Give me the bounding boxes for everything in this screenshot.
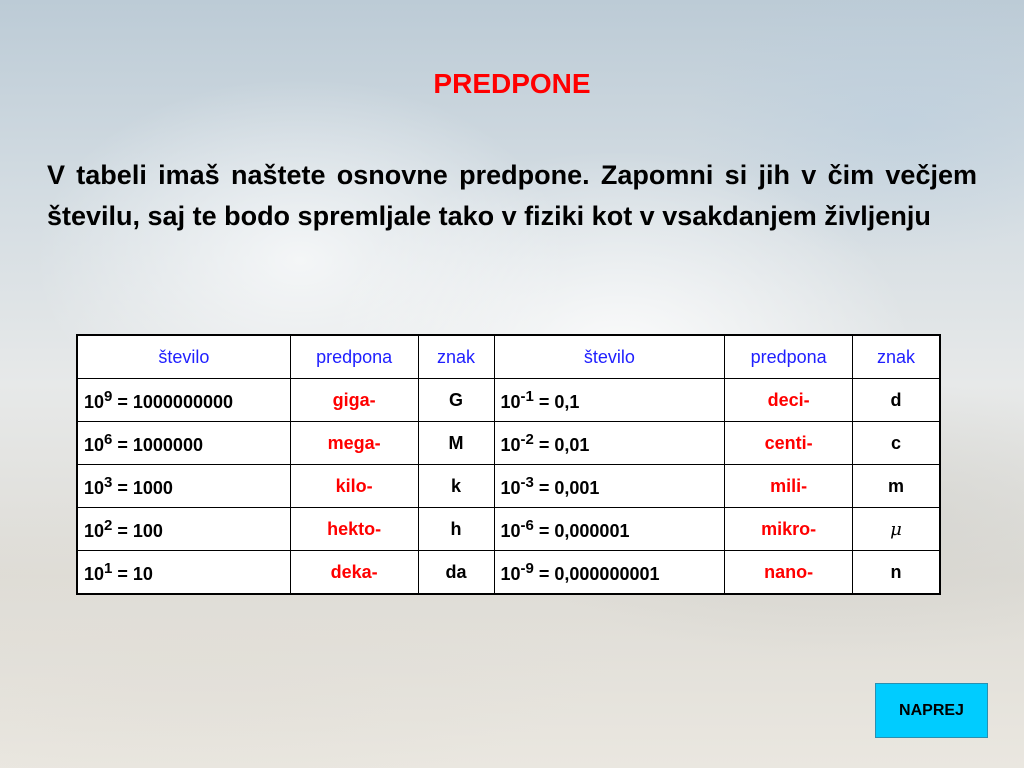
symbol-cell: h: [418, 508, 494, 551]
prefix-cell: giga-: [290, 379, 418, 422]
number-base: 10: [84, 520, 105, 541]
symbol-cell: m: [853, 465, 940, 508]
symbol-cell: M: [418, 422, 494, 465]
symbol-cell: n: [853, 551, 940, 595]
prefix-cell: kilo-: [290, 465, 418, 508]
number-exponent: 6: [104, 430, 113, 448]
prefix-cell: hekto-: [290, 508, 418, 551]
header-prefix-1: predpona: [290, 335, 418, 379]
table-header-row: [77, 335, 940, 379]
symbol-cell: [853, 508, 940, 551]
number-base: 10: [84, 434, 105, 455]
table-row: [77, 422, 940, 465]
mu-symbol: μ: [890, 518, 902, 540]
header-symbol-2: znak: [853, 335, 940, 379]
number-value: = 0,000000001: [533, 563, 660, 584]
number-cell: [77, 379, 290, 422]
number-cell: [494, 551, 725, 595]
number-value: = 0,1: [533, 391, 580, 412]
number-value: = 1000: [112, 477, 173, 498]
number-base: 10: [500, 391, 521, 412]
number-cell: [494, 465, 725, 508]
page-title: PREDPONE: [433, 68, 591, 99]
prefix-cell: mili-: [725, 465, 853, 508]
table-row: [77, 465, 940, 508]
prefix-table: [76, 334, 941, 595]
number-value: = 0,001: [533, 477, 600, 498]
table-row: [77, 551, 940, 595]
prefix-cell: centi-: [725, 422, 853, 465]
number-exponent: -2: [520, 430, 534, 448]
number-value: = 100: [112, 520, 163, 541]
number-exponent: -6: [520, 516, 534, 534]
header-number-1: število: [77, 335, 290, 379]
number-value: = 10: [112, 563, 153, 584]
symbol-cell: k: [418, 465, 494, 508]
number-base: 10: [500, 563, 521, 584]
number-cell: [494, 508, 725, 551]
number-cell: [494, 379, 725, 422]
number-exponent: -9: [520, 559, 534, 577]
number-exponent: 9: [104, 387, 113, 405]
number-base: 10: [500, 477, 521, 498]
number-cell: [77, 465, 290, 508]
prefix-cell: nano-: [725, 551, 853, 595]
table-row: [77, 379, 940, 422]
number-cell: [494, 422, 725, 465]
symbol-cell: G: [418, 379, 494, 422]
number-cell: [77, 422, 290, 465]
number-base: 10: [500, 520, 521, 541]
number-exponent: -3: [520, 473, 534, 491]
prefix-cell: deci-: [725, 379, 853, 422]
prefix-cell: mikro-: [725, 508, 853, 551]
number-value: = 1000000: [112, 434, 203, 455]
number-exponent: 2: [104, 516, 113, 534]
next-button[interactable]: NAPREJ: [875, 683, 988, 738]
prefix-cell: deka-: [290, 551, 418, 595]
number-base: 10: [84, 563, 105, 584]
number-cell: [77, 508, 290, 551]
number-base: 10: [84, 477, 105, 498]
symbol-cell: da: [418, 551, 494, 595]
intro-text: V tabeli imaš naštete osnovne predpone. Zapomni si jih v čim večjem številu, saj te bodo spremljale tako v fiziki kot v vsakdanjem življenju: [47, 160, 977, 231]
header-number-2: število: [494, 335, 725, 379]
number-exponent: 3: [104, 473, 113, 491]
header-prefix-2: predpona: [725, 335, 853, 379]
prefix-cell: mega-: [290, 422, 418, 465]
number-value: = 0,01: [533, 434, 590, 455]
symbol-cell: c: [853, 422, 940, 465]
number-exponent: 1: [104, 559, 113, 577]
symbol-cell: d: [853, 379, 940, 422]
number-base: 10: [84, 391, 105, 412]
header-symbol-1: znak: [418, 335, 494, 379]
table-row: [77, 508, 940, 551]
number-cell: [77, 551, 290, 595]
number-exponent: -1: [520, 387, 534, 405]
number-value: = 0,000001: [533, 520, 630, 541]
number-value: = 1000000000: [112, 391, 233, 412]
number-base: 10: [500, 434, 521, 455]
